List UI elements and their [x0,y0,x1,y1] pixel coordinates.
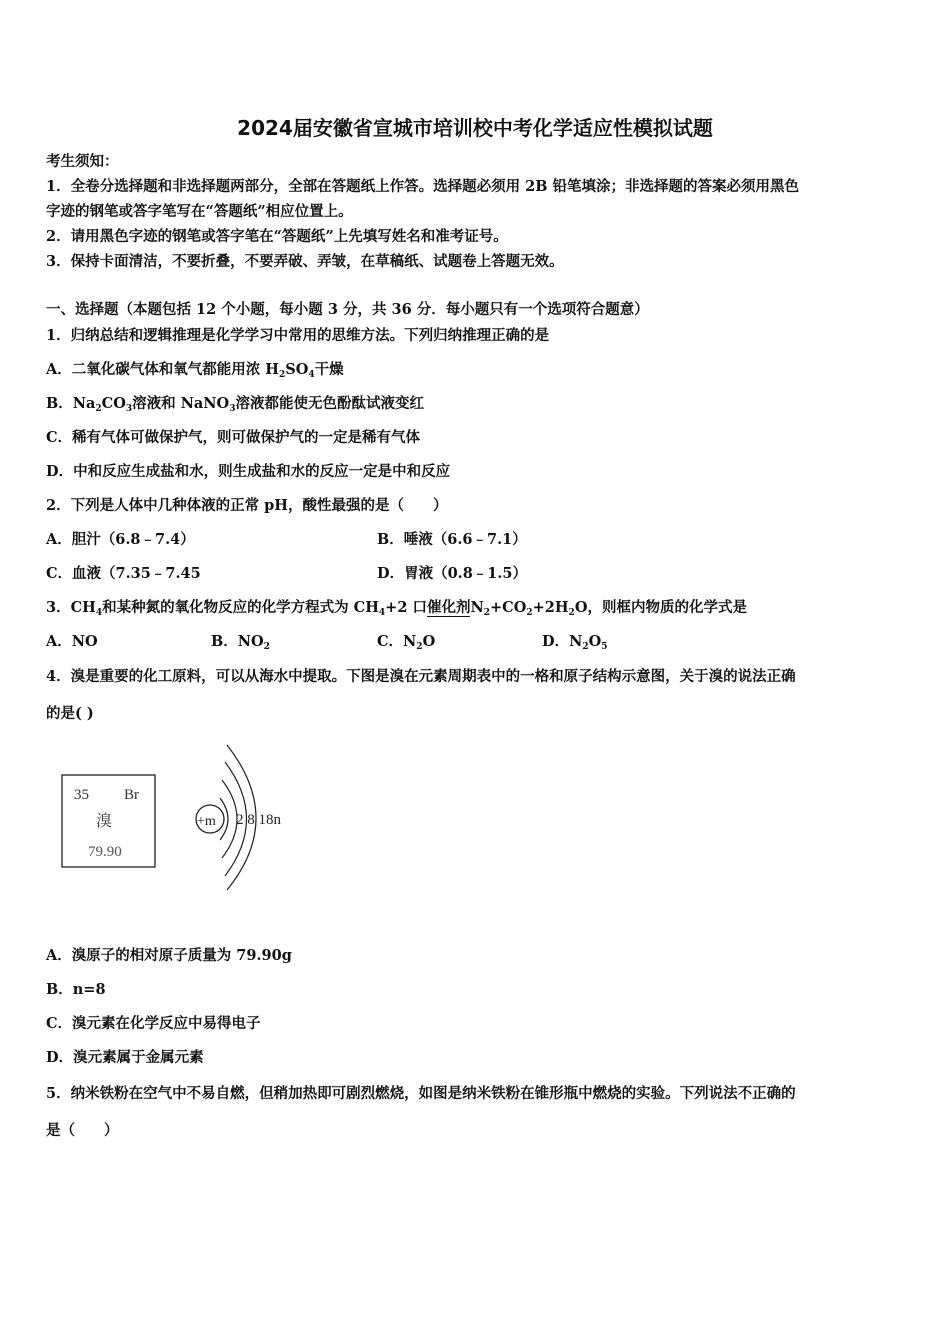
electron-shell-counts: 2 8 18n [236,812,281,828]
q3-stem: 3．$CH_4$和某种氮的氧化物反应的化学方程式为 $CH_4+2$ 口催化剂$N_2+CO_2+2H_2O$，则框内物质的化学式是 [46,599,747,618]
atomic-number: 35 [74,787,89,803]
element-name: 溴 [96,811,113,830]
section-heading: 一、选择题（本题包括 12 个小题，每小题 3 分，共 36 分．每小题只有一个选项符合题意） [46,301,649,318]
q2-stem: 2．下列是人体中几种体液的正常 pH，酸性最强的是（ ） [46,497,448,514]
q1-option-b: B．$Na_2CO_3$溶液和 NaNO$_3$溶液都能使无色酚酞试液变红 [46,395,424,414]
q1-option-d: D．中和反应生成盐和水，则生成盐和水的反应一定是中和反应 [46,463,451,480]
q4-option-a: A．溴原子的相对原子质量为 79.90g [46,947,292,964]
atomic-mass: 79.90 [88,844,122,860]
q4-stem-a: 4．溴是重要的化工原料，可以从海水中提取。下图是溴在元素周期表中的一格和原子结构示意图，关于溴的说法正确 [46,668,796,685]
notice-item-1a: 1．全卷分选择题和非选择题两部分，全部在答题纸上作答。选择题必须用 2B 铅笔填涂；非选择题的答案必须用黑色 [46,178,800,195]
q3-option-a: A．NO [46,633,98,650]
q5-stem-b: 是（ ） [46,1122,119,1139]
q3-option-b: B．$NO_2$ [211,633,270,652]
q4-stem-b: 的是( ) [46,705,94,722]
q4-option-c: C．溴元素在化学反应中易得电子 [46,1015,261,1032]
q1-option-a: A．二氧化碳气体和氧气都能用浓 $H_2SO_4$干燥 [46,361,344,380]
q2-option-c: C．血液（7.35﹣7.45 [46,565,201,582]
q3-option-d: D．$N_2O_5$ [542,633,608,652]
element-symbol: Br [124,787,139,803]
q4-option-d: D．溴元素属于金属元素 [46,1049,204,1066]
notice-item-2: 2．请用黑色字迹的钢笔或答字笔在“答题纸”上先填写姓名和准考证号。 [46,228,508,245]
q3-option-c: C．$N_2O$ [377,633,436,652]
q2-option-d: D．胃液（0.8﹣1.5） [377,565,528,582]
q2-option-a: A．胆汁（6.8﹣7.4） [46,531,195,548]
q2-option-b: B．唾液（6.6﹣7.1） [377,531,527,548]
page-title: 2024届安徽省宣城市培训校中考化学适应性模拟试题 [237,116,713,140]
nucleus-charge: +m [197,814,216,829]
notice-item-3: 3．保持卡面清洁，不要折叠，不要弄破、弄皱，在草稿纸、试题卷上答题无效。 [46,253,564,270]
notice-heading: 考生须知： [46,153,119,170]
notice-item-1b: 字迹的钢笔或答字笔写在“答题纸”相应位置上。 [46,203,353,220]
q5-stem-a: 5．纳米铁粉在空气中不易自燃，但稍加热即可剧烈燃烧，如图是纳米铁粉在锥形瓶中燃烧的实验。下列说法不正确的 [46,1085,796,1102]
q1-option-c: C．稀有气体可做保护气，则可做保护气的一定是稀有气体 [46,429,421,446]
q1-stem: 1．归纳总结和逻辑推理是化学学习中常用的思维方法。下列归纳推理正确的是 [46,327,550,344]
bromine-figure [56,740,316,900]
catalyst-arrow: 催化剂 [426,599,471,616]
q4-option-b: B．n=8 [46,981,106,998]
